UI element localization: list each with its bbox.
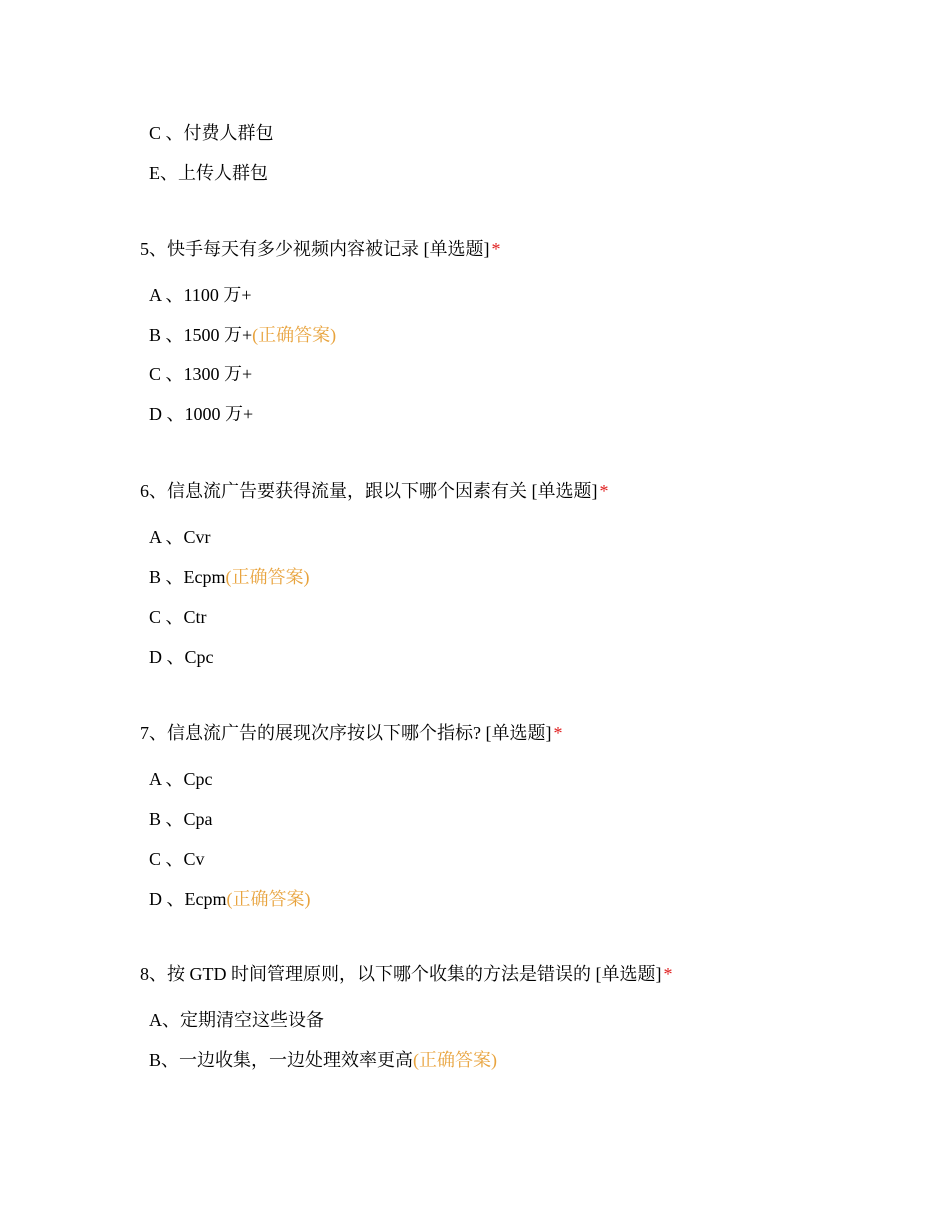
question-text: 5、快手每天有多少视频内容被记录 [单选题] (140, 239, 490, 259)
option-d (149, 646, 214, 668)
option-label: C 、付费人群包 (149, 123, 274, 143)
option-b (149, 566, 310, 588)
option-a (149, 284, 252, 306)
question-title (140, 963, 672, 985)
option-c (149, 848, 205, 870)
option-label: B 、Ecpm (149, 567, 226, 587)
option-label: D 、Ecpm (149, 889, 227, 909)
option-d (149, 403, 253, 425)
option-label: B、一边收集，一边处理效率更高 (149, 1050, 414, 1070)
question-text: 7、信息流广告的展现次序按以下哪个指标? [单选题] (140, 723, 552, 743)
option-d (149, 888, 310, 910)
option-label: D 、1000 万+ (149, 404, 254, 424)
option-label: A 、1100 万+ (149, 285, 252, 305)
option-label: A 、Cpc (149, 769, 213, 789)
option-b (149, 324, 336, 346)
question-text: 6、信息流广告要获得流量，跟以下哪个因素有关 [单选题] (140, 481, 598, 501)
option-a (149, 768, 213, 790)
option-label: B 、1500 万+ (149, 325, 253, 345)
option-label: D 、Cpc (149, 647, 214, 667)
question-text: 8、按 GTD 时间管理原则，以下哪个收集的方法是错误的 [单选题] (140, 964, 662, 984)
correct-answer-marker: (正确答案) (413, 1050, 498, 1070)
required-star: * (663, 964, 673, 984)
option-b (149, 808, 213, 830)
option-label: C 、Cv (149, 849, 205, 869)
option-c (149, 606, 207, 628)
required-star: * (599, 481, 609, 501)
option-e (149, 162, 268, 184)
question-title (140, 238, 501, 260)
question-title (140, 480, 609, 502)
option-a (149, 1009, 324, 1031)
option-label: A 、Cvr (149, 527, 211, 547)
option-label: C 、Ctr (149, 607, 207, 627)
option-label: C 、1300 万+ (149, 364, 253, 384)
required-star: * (491, 239, 501, 259)
option-c (149, 122, 274, 144)
option-label: E、上传人群包 (149, 163, 268, 183)
option-a (149, 526, 211, 548)
option-c (149, 363, 252, 385)
correct-answer-marker: (正确答案) (225, 567, 310, 587)
option-b (149, 1049, 497, 1071)
option-label: A、定期清空这些设备 (149, 1010, 324, 1030)
option-label: B 、Cpa (149, 809, 213, 829)
question-title (140, 722, 562, 744)
correct-answer-marker: (正确答案) (226, 889, 311, 909)
correct-answer-marker: (正确答案) (252, 325, 337, 345)
required-star: * (553, 723, 563, 743)
